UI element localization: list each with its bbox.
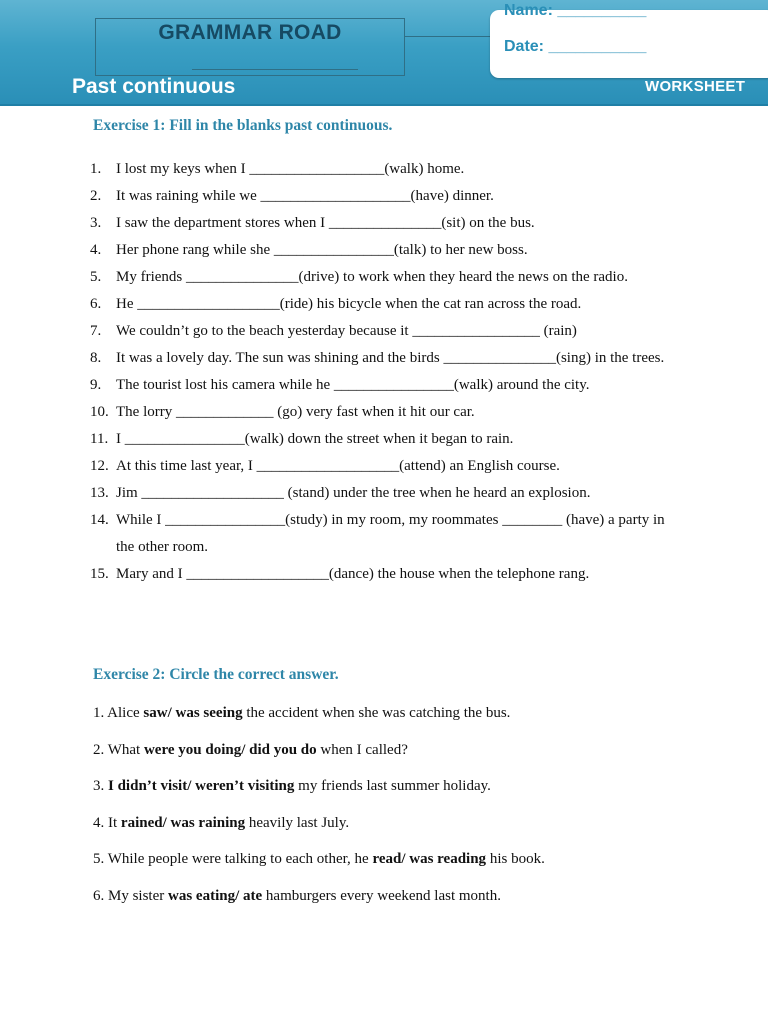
title-underline <box>192 69 358 70</box>
exercise1-item <box>0 183 768 210</box>
exercise1-item <box>0 372 768 399</box>
item-number: 7. <box>90 323 102 339</box>
item-text-post: the accident when she was catching the bus. <box>242 705 511 721</box>
item-number: 13. <box>90 485 109 501</box>
item-text: While I ________________(study) in my room, my roommates ________ (have) a party in the other room. <box>116 512 665 555</box>
item-text-post: his book. <box>486 851 545 867</box>
item-number: 15. <box>90 566 109 582</box>
answer-options[interactable]: I didn’t visit/ weren’t visiting <box>108 778 295 794</box>
item-text: Jim ___________________ (stand) under the tree when he heard an explosion. <box>116 485 591 501</box>
exercise1-item <box>0 156 768 183</box>
exercise2-item <box>93 778 491 795</box>
exercise2-item <box>93 888 501 905</box>
item-text-post: when I called? <box>316 742 408 758</box>
worksheet-title: GRAMMAR ROAD <box>158 21 342 44</box>
item-text-pre: While people were talking to each other, he <box>104 851 373 867</box>
item-number: 4. <box>93 815 105 831</box>
exercise1-item <box>0 480 768 507</box>
item-text: We couldn’t go to the beach yesterday because it _________________ (rain) <box>116 323 577 339</box>
item-text-pre: My sister <box>104 888 168 904</box>
exercise1-item <box>0 318 768 345</box>
item-number: 4. <box>90 242 102 258</box>
item-number: 6. <box>90 296 102 312</box>
item-text: I saw the department stores when I _______________(sit) on the bus. <box>116 215 535 231</box>
item-text-post: hamburgers every weekend last month. <box>262 888 501 904</box>
item-number: 5. <box>90 269 102 285</box>
item-text: It was raining while we ____________________(have) dinner. <box>116 188 494 204</box>
item-number: 10. <box>90 404 109 420</box>
exercise1-item <box>0 264 768 291</box>
exercise2-item <box>93 815 349 832</box>
exercise1-item <box>0 399 768 426</box>
exercise1-item <box>0 507 768 561</box>
exercise1-item <box>0 561 768 588</box>
item-text: My friends _______________(drive) to work when they heard the news on the radio. <box>116 269 628 285</box>
worksheet-tag: WORKSHEET <box>645 78 746 95</box>
item-number: 6. <box>93 888 105 904</box>
item-number: 2. <box>90 188 102 204</box>
exercise1-item <box>0 210 768 237</box>
item-text-pre: Alice <box>104 705 144 721</box>
item-number: 2. <box>93 742 105 758</box>
item-number: 3. <box>93 778 105 794</box>
item-text: I ________________(walk) down the street when it began to rain. <box>116 431 514 447</box>
item-number: 3. <box>90 215 102 231</box>
answer-options[interactable]: rained/ was raining <box>120 815 246 831</box>
exercise2-item <box>93 742 408 759</box>
item-text-post: my friends last summer holiday. <box>294 778 491 794</box>
item-number: 12. <box>90 458 109 474</box>
item-text-pre: It <box>104 815 121 831</box>
answer-options[interactable]: read/ was reading <box>372 851 487 867</box>
answer-options[interactable]: were you doing/ did you do <box>143 742 317 758</box>
exercise1-item <box>0 345 768 372</box>
exercise1-list <box>0 156 768 588</box>
exercise1-item <box>0 426 768 453</box>
item-text: Her phone rang while she ________________(talk) to her new boss. <box>116 242 528 258</box>
exercise2-item <box>93 705 510 722</box>
exercise2-item <box>93 851 545 868</box>
item-text: At this time last year, I ___________________(attend) an English course. <box>116 458 560 474</box>
item-text: The lorry _____________ (go) very fast when it hit our car. <box>116 404 475 420</box>
name-field[interactable]: Name: __________ <box>504 2 647 19</box>
item-number: 8. <box>90 350 102 366</box>
item-number: 9. <box>90 377 102 393</box>
item-text-post: heavily last July. <box>245 815 350 831</box>
date-field[interactable]: Date: ___________ <box>504 38 647 55</box>
answer-options[interactable]: was eating/ ate <box>168 888 263 904</box>
item-text: The tourist lost his camera while he ________________(walk) around the city. <box>116 377 590 393</box>
item-number: 1. <box>90 161 102 177</box>
item-number: 14. <box>90 512 109 528</box>
item-text: It was a lovely day. The sun was shining and the birds _______________(sing) in the trees. <box>116 350 665 366</box>
title-box <box>95 18 405 76</box>
answer-options[interactable]: saw/ was seeing <box>143 705 243 721</box>
item-number: 11. <box>90 431 109 447</box>
item-text: He ___________________(ride) his bicycle when the cat ran across the road. <box>116 296 582 312</box>
exercise1-item <box>0 291 768 318</box>
item-number: 1. <box>93 705 105 721</box>
item-text: Mary and I ___________________(dance) the house when the telephone rang. <box>116 566 590 582</box>
exercise1-item <box>0 237 768 264</box>
item-number: 5. <box>93 851 105 867</box>
worksheet-subtitle: Past continuous <box>72 75 236 98</box>
item-text: I lost my keys when I __________________(walk) home. <box>116 161 465 177</box>
exercise1-heading: Exercise 1: Fill in the blanks past continuous. <box>93 117 393 134</box>
exercise1-item <box>0 453 768 480</box>
exercise2-heading: Exercise 2: Circle the correct answer. <box>93 666 339 683</box>
item-text-pre: What <box>104 742 144 758</box>
